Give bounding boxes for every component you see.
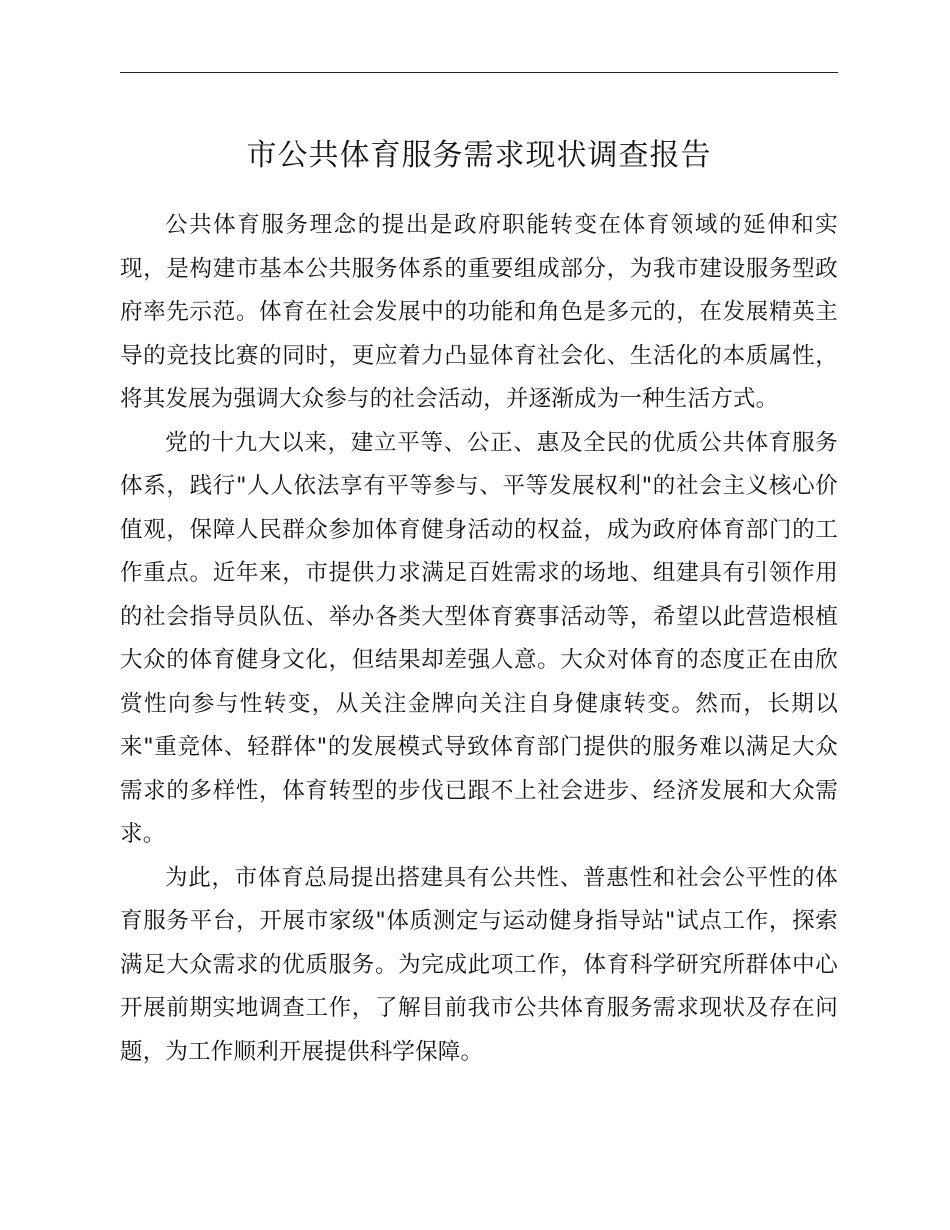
document-body [120,204,838,1074]
paragraph-purpose: 为此，市体育总局提出搭建具有公共性、普惠性和社会公平性的体育服务平台，开展市家级"体质测定与运动健身指导站"试点工作，探索满足大众需求的优质服务。为完成此项工作，体育科学研究所群体中心开展前期实地调查工作，了解目前我市公共体育服务需求现状及存在问题，为工作顺利开展提供科学保障。 [120,864,838,1065]
document-title: 市公共体育服务需求现状调查报告 [246,138,712,173]
paragraph-background: 党的十九大以来，建立平等、公正、惠及全民的优质公共体育服务体系，践行"人人依法享有平等参与、平等发展权利"的社会主义核心价值观，保障人民群众参加体育健身活动的权益，成为政府体育部门的工作重点。近年来，市提供力求满足百姓需求的场地、组建具有引领作用的社会指导员队伍、举办各类大型体育赛事活动等，希望以此营造根植大众的体育健身文化，但结果却差强人意。大众对体育的态度正在由欣赏性向参与性转变，从关注金牌向关注自身健康转变。然而，长期以来"重竞体、轻群体"的发展模式导致体育部门提供的服务难以满足大众需求的多样性，体育转型的步伐已跟不上社会进步、经济发展和大众需求。 [120,429,838,847]
header-rule [120,72,838,73]
paragraph-intro: 公共体育服务理念的提出是政府职能转变在体育领域的延伸和实现，是构建市基本公共服务体系的重要组成部分，为我市建设服务型政府率先示范。体育在社会发展中的功能和角色是多元的，在发展精英主导的竞技比赛的同时，更应着力凸显体育社会化、生活化的本质属性，将其发展为强调大众参与的社会活动，并逐渐成为一种生活方式。 [120,212,838,412]
